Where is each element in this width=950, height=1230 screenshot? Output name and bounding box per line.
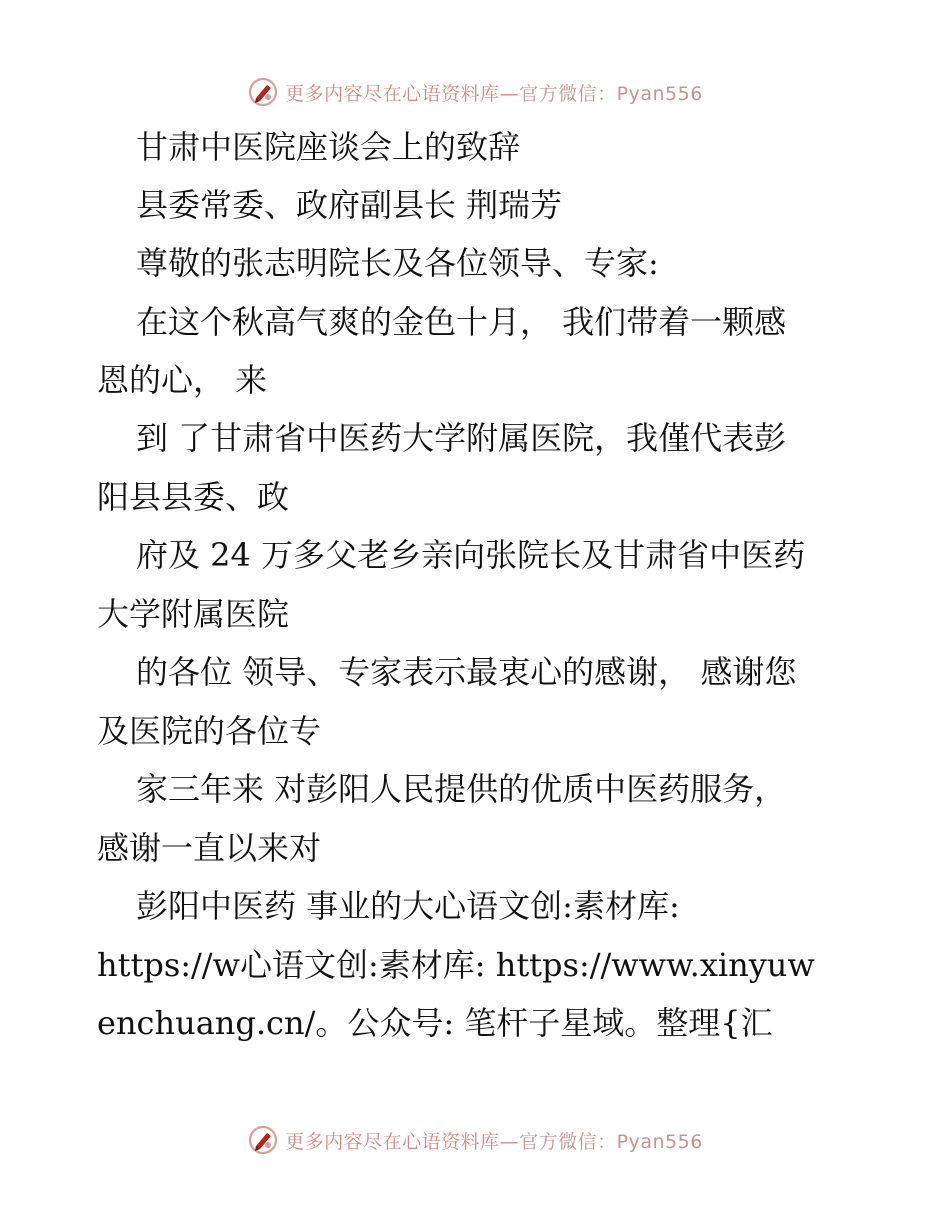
paragraph-line: 及医院的各位专 [97,712,322,750]
salutation-line: 尊敬的张志明院长及各位领导、专家: [136,244,659,282]
paragraph-line: 家三年来 对彭阳人民提供的优质中医药服务， [136,770,787,808]
paragraph-line: 阳县县委、政 [97,478,290,516]
banner-main-text: 更多内容尽在心语资料库 [285,1130,500,1153]
banner-main-text: 更多内容尽在心语资料库 [285,82,500,105]
paragraph-line: 在这个秋高气爽的金色十月， 我们带着一颗感 [136,303,787,341]
header-banner [0,72,950,112]
paragraph-line: 恩的心， 来 [97,361,268,399]
footer-banner [0,1120,950,1160]
pen-logo-icon [247,1124,279,1156]
banner-dash: — [499,1130,520,1153]
paragraph-line: 彭阳中医药 事业的大心语文创:素材库: [136,887,680,925]
paragraph-line: 府及 24 万多父老乡亲向张院长及甘肃省中医药 [136,536,806,574]
speaker-line: 县委常委、政府副县长 荆瑞芳 [136,186,563,224]
document-title: 甘肃中医院座谈会上的致辞 [136,128,521,166]
paragraph-line: 到 了甘肃省中医药大学附属医院，我僅代表彭 [136,419,787,457]
banner-text [285,1127,703,1154]
banner-wechat-text: 官方微信：Pyan556 [519,82,703,105]
paragraph-line: https://w心语文创:素材库: https://www.xinyuw [97,946,815,984]
banner-text [285,79,703,106]
banner-dash: — [499,82,520,105]
pen-logo-icon [247,76,279,108]
banner-wechat-text: 官方微信：Pyan556 [519,1130,703,1153]
paragraph-line: 大学附属医院 [97,595,290,633]
paragraph-line: 的各位 领导、专家表示最衷心的感谢， 感谢您 [136,653,797,691]
paragraph-line: enchuang.cn/。公众号: 笔杆子星域。整理{汇 [97,1004,773,1042]
paragraph-line: 感谢一直以来对 [97,829,322,867]
